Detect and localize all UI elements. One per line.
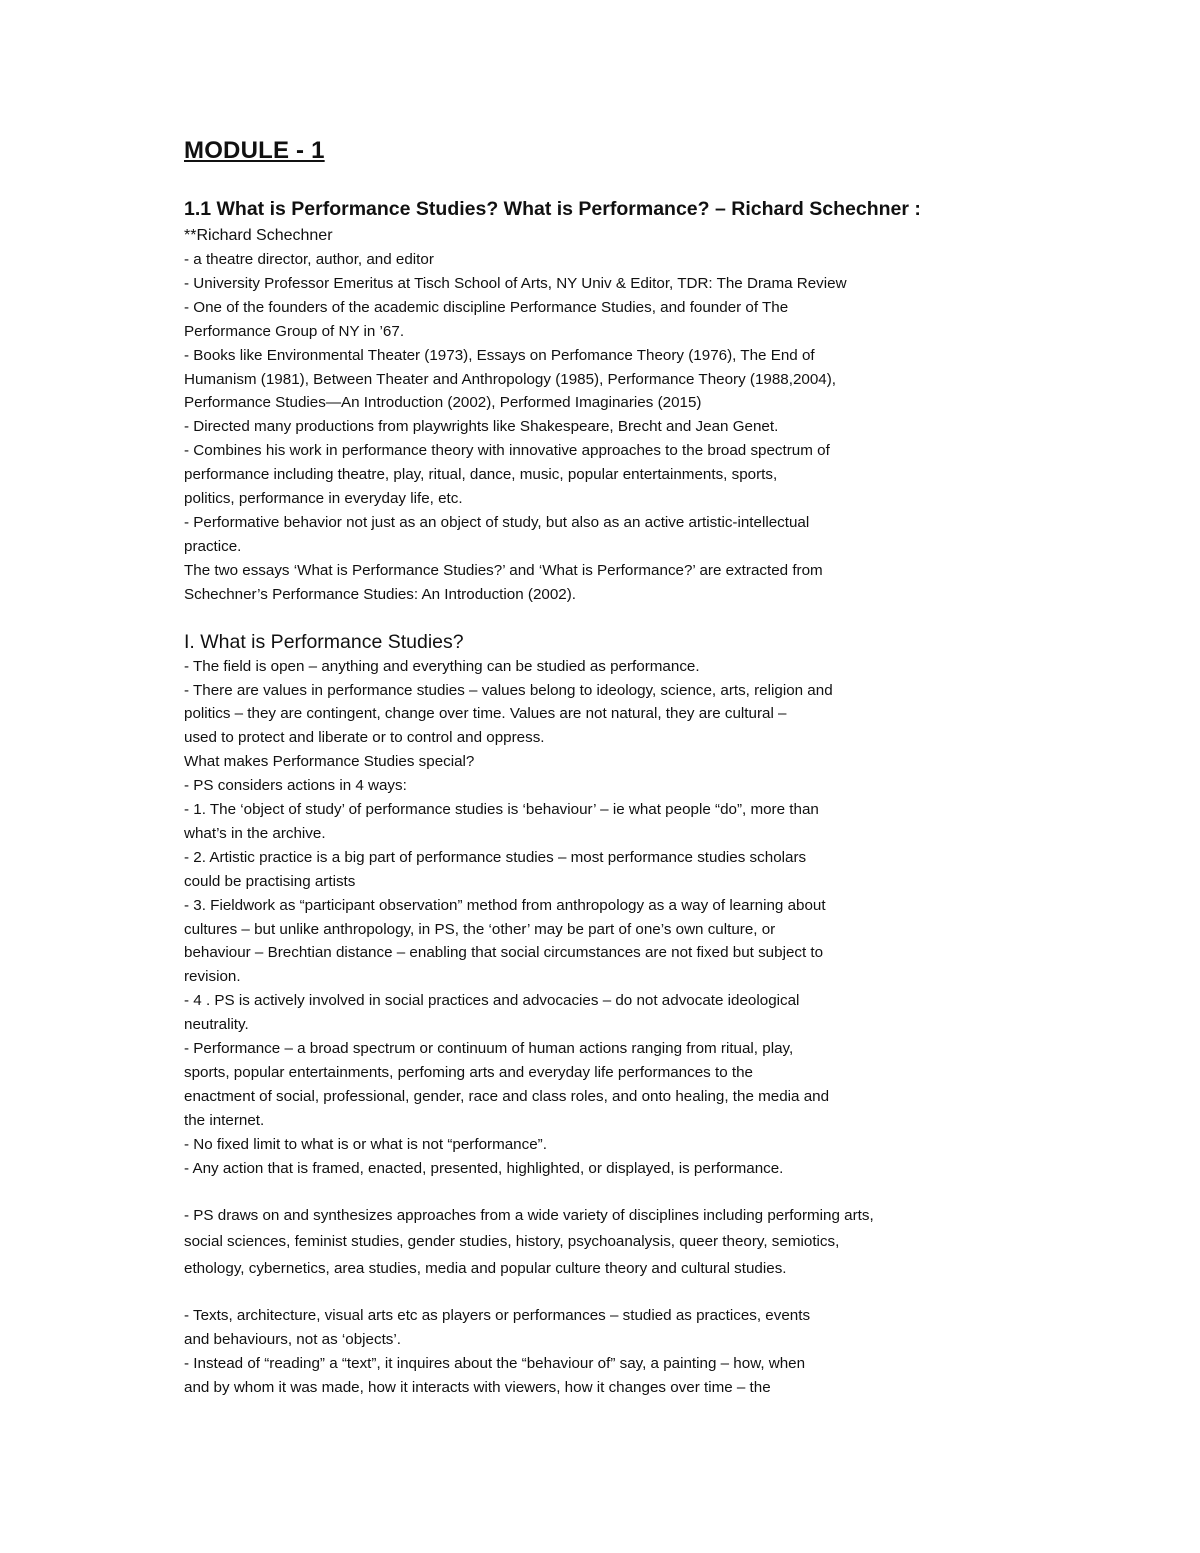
text-line: - Directed many productions from playwrights like Shakespeare, Brecht and Jean Genet.	[184, 418, 779, 436]
text-line: **Richard Schechner	[184, 227, 333, 244]
text-line: sports, popular entertainments, perfoming arts and everyday life performances to the	[184, 1064, 753, 1081]
text-line: - PS draws on and synthesizes approaches from a wide variety of disciplines including performing arts,	[184, 1206, 874, 1224]
text-line: what’s in the archive.	[184, 824, 326, 842]
text-line: Performance Studies—An Introduction (2002), Performed Imaginaries (2015)	[184, 394, 702, 412]
paragraph-gap	[184, 1282, 1004, 1304]
text-line: Humanism (1981), Between Theater and Anthropology (1985), Performance Theory (1988,2004),	[184, 370, 837, 388]
text-line: - 4 . PS is actively involved in social practices and advocacies – do not advocate ideological	[184, 992, 800, 1010]
text-line: politics, performance in everyday life, etc.	[184, 490, 463, 508]
text-line: enactment of social, professional, gender, race and class roles, and onto healing, the media and	[184, 1087, 830, 1105]
text-line: Performance Group of NY in ’67.	[184, 322, 405, 340]
module-title: MODULE - 1	[184, 137, 325, 164]
text-line: - 2. Artistic practice is a big part of performance studies – most performance studies scholars	[184, 848, 807, 866]
text-line: the internet.	[184, 1111, 265, 1129]
text-line: - Combines his work in performance theory with innovative approaches to the broad spectrum of	[184, 442, 830, 460]
text-line: - No fixed limit to what is or what is not “performance”.	[184, 1135, 547, 1153]
document-content	[184, 136, 1004, 1400]
text-line: - There are values in performance studies – values belong to ideology, science, arts, religion and	[184, 681, 833, 699]
section-one-block	[184, 655, 1004, 1181]
text-line: could be practising artists	[184, 872, 356, 890]
text-line: and behaviours, not as ‘objects’.	[184, 1330, 401, 1348]
text-line: - Books like Environmental Theater (1973), Essays on Perfomance Theory (1976), The End of	[184, 346, 815, 364]
text-line: - One of the founders of the academic discipline Performance Studies, and founder of The	[184, 298, 789, 316]
text-line: practice.	[184, 537, 242, 555]
text-line: used to protect and liberate or to control and oppress.	[184, 729, 545, 747]
text-line: politics – they are contingent, change over time. Values are not natural, they are cultural –	[184, 705, 787, 723]
text-line: - University Professor Emeritus at Tisch School of Arts, NY Univ & Editor, TDR: The Drama Review	[184, 274, 847, 292]
text-line: - 3. Fieldwork as “participant observation” method from anthropology as a way of learning about	[184, 896, 826, 914]
disciplines-block	[184, 1203, 1004, 1283]
text-line: neutrality.	[184, 1016, 249, 1034]
text-line: The two essays ‘What is Performance Studies?’ and ‘What is Performance?’ are extracted from	[184, 561, 823, 579]
text-line: performance including theatre, play, ritual, dance, music, popular entertainments, sports,	[184, 466, 778, 484]
texts-block	[184, 1304, 1004, 1400]
text-line: - 1. The ‘object of study’ of performance studies is ‘behaviour’ – ie what people “do”, more than	[184, 801, 819, 819]
text-line: Schechner’s Performance Studies: An Introduction (2002).	[184, 585, 577, 603]
section-heading: 1.1 What is Performance Studies? What is Performance? – Richard Schechner :	[184, 198, 921, 220]
text-line: social sciences, feminist studies, gender studies, history, psychoanalysis, queer theory, semiotics,	[184, 1233, 840, 1251]
paragraph-gap	[184, 1181, 1004, 1203]
subsection-heading: I. What is Performance Studies?	[184, 630, 464, 653]
text-line: behaviour – Brechtian distance – enabling that social circumstances are not fixed but subject to	[184, 944, 824, 962]
text-line: - PS considers actions in 4 ways:	[184, 777, 407, 795]
text-line: revision.	[184, 968, 241, 986]
text-line: - The field is open – anything and everything can be studied as performance.	[184, 657, 700, 675]
text-line: - a theatre director, author, and editor	[184, 251, 434, 268]
text-line: - Texts, architecture, visual arts etc as players or performances – studied as practices, events	[184, 1307, 811, 1325]
text-line: cultures – but unlike anthropology, in PS, the ‘other’ may be part of one’s own culture, or	[184, 920, 776, 938]
text-line: - Performance – a broad spectrum or continuum of human actions ranging from ritual, play,	[184, 1040, 794, 1058]
text-line: - Instead of “reading” a “text”, it inquires about the “behaviour of” say, a painting – how, when	[184, 1354, 806, 1372]
text-line: What makes Performance Studies special?	[184, 753, 475, 771]
text-line: - Performative behavior not just as an object of study, but also as an active artistic-intellectual	[184, 513, 810, 531]
text-line: and by whom it was made, how it interacts with viewers, how it changes over time – the	[184, 1378, 771, 1396]
text-line: ethology, cybernetics, area studies, media and popular culture theory and cultural studies.	[184, 1259, 787, 1277]
text-line: - Any action that is framed, enacted, presented, highlighted, or displayed, is performance.	[184, 1159, 784, 1177]
intro-block	[184, 224, 1004, 607]
